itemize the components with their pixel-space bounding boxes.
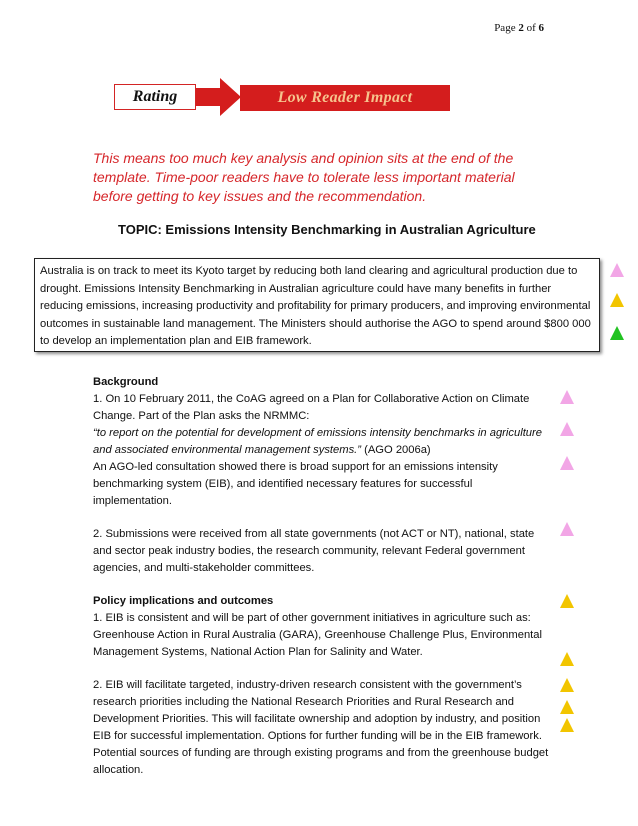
background-paragraph-1: 1. On 10 February 2011, the CoAG agreed on a Plan for Collaborative Action on Climate Change. Part of the Plan asks the NRMMC: “to report on the potential for development of emissions intensity benchmarks in agriculture and associated environmental management systems.” (AGO 2006a) An AGO-led consultation showed there is broad support for an emissions intensity benchmarking system (EIB), and identified necessary features for successful implementation.: [93, 393, 542, 507]
background-paragraph-2: 2. Submissions were received from all state governments (not ACT or NT), national, state and sector peak industry bodies, the research community, relevant Federal government agencies, and multi-stakeholder committees.: [93, 528, 535, 574]
topic-heading: TOPIC: Emissions Intensity Benchmarking in Australian Agriculture: [118, 222, 536, 237]
impact-label: Low Reader Impact: [277, 89, 413, 106]
yellow-triangle-icon: [560, 700, 574, 714]
pink-triangle-icon: [610, 263, 624, 277]
summary-box: Australia is on track to meet its Kyoto target by reducing both land clearing and agricultural production due to drought. Emissions Intensity Benchmarking in Australian agriculture could have many benefits in further reducing emissions, increasing productivity and profitability for primary producers, and improving environmental outcomes in sustainable land management. The Ministers should authorise the AGO to spend around $800 000 to develop an implementation plan and EIB framework.: [34, 258, 600, 352]
green-triangle-icon: [610, 326, 624, 340]
reviewer-note: This means too much key analysis and opinion sits at the end of the template. Time-poor readers have to tolerate less important material before getting to key issues and the recommendation.: [93, 150, 515, 204]
quote: “to report on the potential for development of emissions intensity benchmarks in agriculture and associated environmental management systems.”: [93, 427, 542, 456]
pink-triangle-icon: [560, 390, 574, 404]
yellow-triangle-icon: [560, 652, 574, 666]
arrow-right-icon: [196, 77, 242, 117]
pink-triangle-icon: [560, 422, 574, 436]
yellow-triangle-icon: [610, 293, 624, 307]
policy-paragraph-2: 2. EIB will facilitate targeted, industry-driven research consistent with the government’s research priorities including the National Research Priorities and Rural Research and Development Priorities. This will facilitate ownership and adoption by industry, and position EIB for successful implementation. Options for further funding will be in the EIB framework. Potential sources of funding are through existing programs and from the greenhouse budget allocation.: [93, 679, 549, 776]
background-heading: Background: [93, 376, 159, 388]
rating-label: Rating: [132, 88, 178, 105]
rating-label-box: [114, 84, 196, 110]
yellow-triangle-icon: [560, 718, 574, 732]
yellow-triangle-icon: [560, 594, 574, 608]
document-body: [93, 374, 553, 779]
pink-triangle-icon: [560, 522, 574, 536]
pink-triangle-icon: [560, 456, 574, 470]
policy-heading: Policy implications and outcomes: [93, 595, 274, 607]
policy-paragraph-1: 1. EIB is consistent and will be part of other government initiatives in agriculture such as: Greenhouse Action in Rural Australia (GARA), Greenhouse Challenge Plus, Environmental Management Systems, National Action Plan for Salinity and Water.: [93, 612, 542, 658]
impact-label-box: [240, 85, 450, 111]
yellow-triangle-icon: [560, 678, 574, 692]
page-number: Page 2 of 6: [494, 22, 544, 34]
